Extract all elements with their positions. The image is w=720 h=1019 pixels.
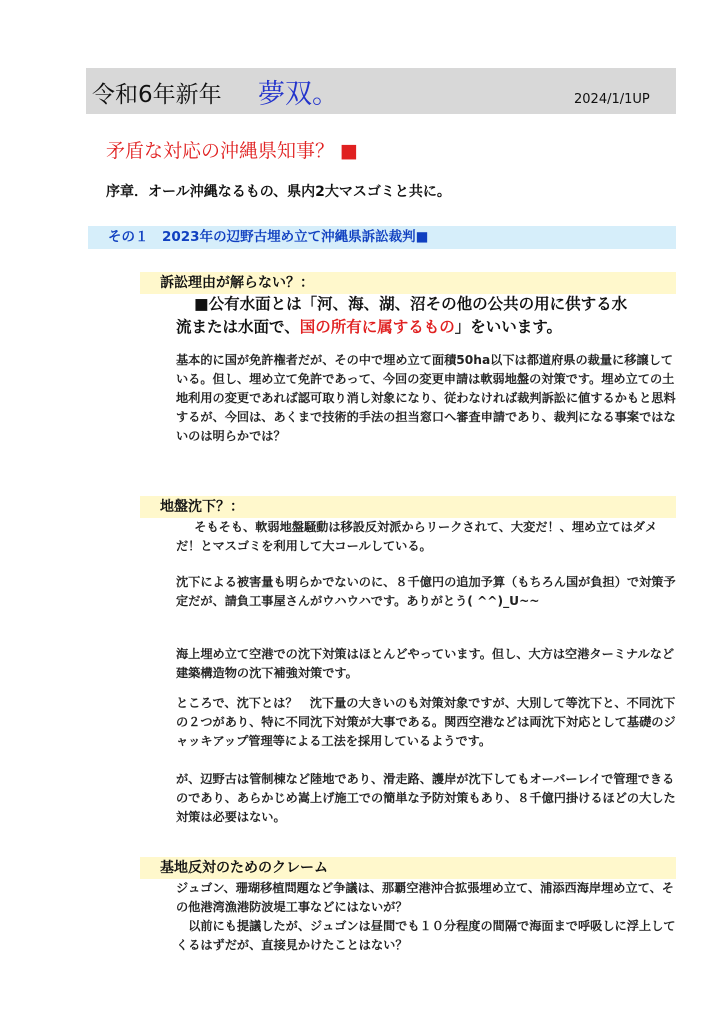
sub-heading-claims: 基地反対のためのクレーム	[140, 857, 676, 879]
claims-p2: 以前にも提議したが、ジュゴンは昼間でも１０分程度の間隔で海面まで呼吸しに浮上してくるはずだが、直接見かけたことはない？	[176, 919, 676, 952]
subsidence-p1: そもそも、軟弱地盤騒動は移設反対派からリークされて、大変だ！、埋め立てはダメだ！とマスゴミを利用して大コールしている。	[176, 520, 658, 553]
claims-p1: ジュゴン、珊瑚移植問題など争議は、那覇空港沖合拡張埋め立て、浦添西海岸埋め立て、その他港湾漁港防波堤工事などにはないが？	[176, 881, 674, 914]
main-title: 矛盾な対応の沖縄県知事？ ■	[106, 140, 358, 162]
update-date: 2024/1/1UP	[574, 92, 650, 107]
definition-text	[176, 293, 676, 339]
preface: 序章．オール沖縄なるもの、県内2大マスゴミと共に。	[106, 184, 451, 200]
lawsuit-paragraph: 基本的に国が免許権者だが、その中で埋め立て面積50ha以下は都道府県の裁量に移譲している。但し、埋め立て免許であって、今回の変更申請は軟弱地盤の対策です。埋め立ての土地利用の変更であれば認可取り消し対象になり、従わなければ裁判訴訟に値するかもと思料するが、今回は、あくまで技術的手法の担当窓口へ審査申請であり、裁判になる事案ではないのは明らかでは？	[176, 353, 676, 443]
sub-heading-lawsuit: 訴訟理由が解らない？：	[140, 272, 676, 294]
subsidence-p2: 沈下による被害量も明らかでないのに、８千億円の追加予算（もちろん国が負担）で対策予定だが、請負工事屋さんがウハウハです。ありがとう( ^^)_U~~	[176, 575, 676, 608]
definition-line-1: ■公有水面とは「河、海、湖、沼その他の公共の用に供する水	[194, 295, 628, 313]
page-header	[86, 68, 676, 114]
section-1-heading: その１ 2023年の辺野古埋め立て沖縄県訴訟裁判■	[88, 226, 676, 249]
definition-line-2-red: 国の所有に属するもの	[299, 318, 455, 336]
definition-line-2a: 流または水面で、	[176, 318, 300, 336]
header-title: 令和6年新年	[92, 82, 222, 108]
subsidence-p3: 海上埋め立て空港での沈下対策はほとんどやっています。但し、大方は空港ターミナルなど建築構造物の沈下補強対策です。	[176, 647, 675, 680]
header-brand: 夢双。	[258, 79, 339, 110]
subsidence-p5: が、辺野古は管制棟など陸地であり、滑走路、護岸が沈下してもオーバーレイで管理できるのであり、あらかじめ嵩上げ施工での簡単な予防対策もあり、８千億円掛けるほどの大した対策は必要はない。	[176, 772, 676, 824]
definition-line-2b: 」をいいます。	[454, 318, 562, 336]
sub-heading-subsidence: 地盤沈下？：	[140, 496, 676, 518]
subsidence-p4: ところで、沈下とは？ 沈下量の大きいのも対策対象ですが、大別して等沈下と、不同沈下の２つがあり、特に不同沈下対策が大事である。関西空港などは両沈下対応として基礎のジャッキアップ管理等による工法を採用しているようです。	[176, 696, 676, 748]
